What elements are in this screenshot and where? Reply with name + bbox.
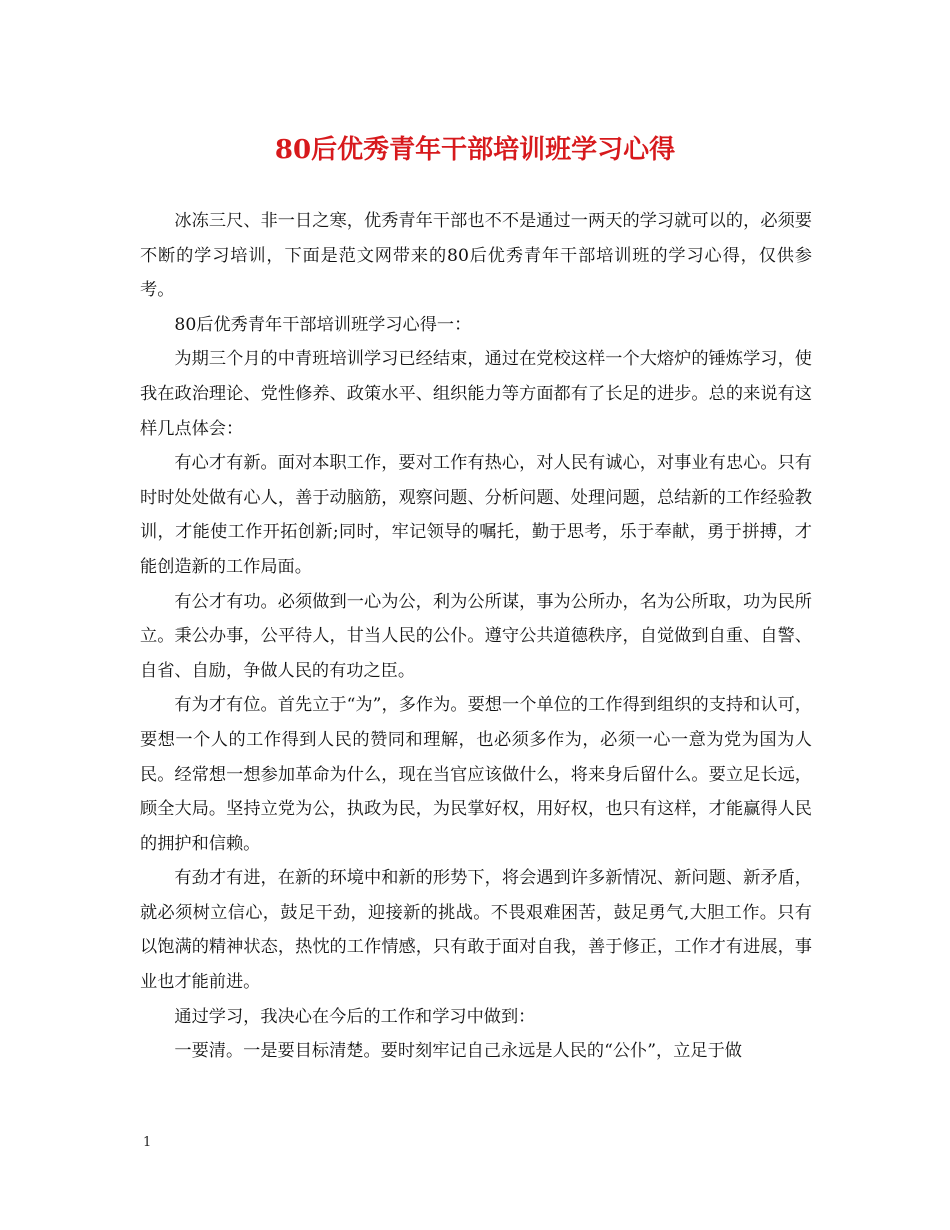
- document-title: 80后优秀青年干部培训班学习心得: [274, 135, 676, 165]
- paragraph-heart: 有心才有新。面对本职工作，要对工作有热心，对人民有诚心，对事业有忠心。只有时时处处做有心人，善于动脑筋，观察问题、分析问题、处理问题，总结新的工作经验教训，才能使工作开拓创新;同时，牢记领导的嘱托，勤于思考，乐于奉献，勇于拼搏，才能创造新的工作局面。: [140, 453, 812, 577]
- page-number: 1: [143, 1135, 152, 1150]
- paragraph-first-point: 一要清。一是要目标清楚。要时刻牢记自己永远是人民的“公仆”，立足于做: [174, 1041, 742, 1062]
- paragraph-public: 有公才有功。必须做到一心为公，利为公所谋，事为公所办，名为公所取，功为民所立。秉公办事，公平待人，甘当人民的公仆。遵守公共道德秩序，自觉做到自重、自警、自省、自励，争做人民的有功之臣。: [140, 591, 812, 681]
- paragraph-heading-one: 80后优秀青年干部培训班学习心得一：: [174, 314, 472, 335]
- document-body: [140, 204, 812, 1069]
- paragraph-intro: 冰冻三尺、非一日之寒，优秀青年干部也不不是通过一两天的学习就可以的，必须要不断的学习培训，下面是范文网带来的80后优秀青年干部培训班的学习心得，仅供参考。: [140, 211, 812, 301]
- paragraph-overview: 为期三个月的中青班培训学习已经结束，通过在党校这样一个大熔炉的锤炼学习，使我在政治理论、党性修养、政策水平、组织能力等方面都有了长足的进步。总的来说有这样几点体会：: [140, 349, 812, 439]
- paragraph-energy: 有劲才有进，在新的环境中和新的形势下，将会遇到许多新情况、新问题、新矛盾，就必须树立信心，鼓足干劲，迎接新的挑战。不畏艰难困苦，鼓足勇气,大胆工作。只有以饱满的精神状态，热忱的工作情感，只有敢于面对自我，善于修正，工作才有进展，事业也才能前进。: [140, 868, 812, 993]
- paragraph-resolution: 通过学习，我决心在今后的工作和学习中做到：: [174, 1006, 536, 1027]
- paragraph-action: 有为才有位。首先立于“为”，多作为。要想一个单位的工作得到组织的支持和认可，要想一个人的工作得到人民的赞同和理解，也必须多作为，必须一心一意为党为国为人民。经常想一想参加革命为什么，现在当官应该做什么，将来身后留什么。要立足长远，顾全大局。坚持立党为公，执政为民，为民掌好权，用好权，也只有这样，才能赢得人民的拥护和信赖。: [140, 695, 812, 854]
